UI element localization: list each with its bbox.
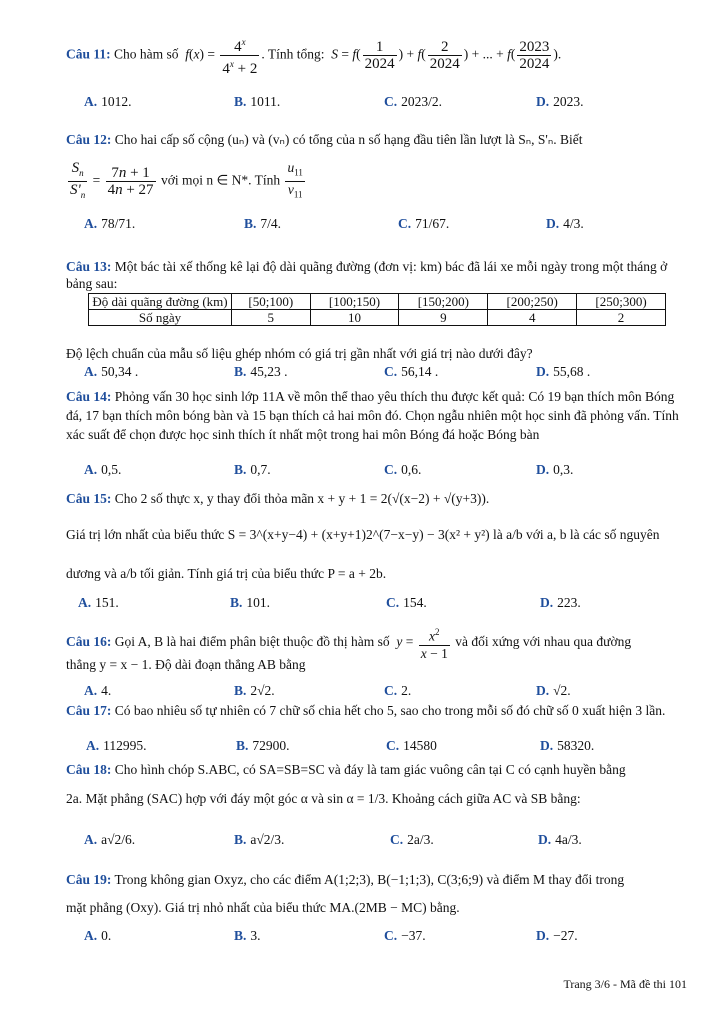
question-12: Câu 12: Cho hai cấp số cộng (uₙ) và (vₙ) có tổng của n số hạng đầu tiên lần lượt là Sₙ, S'ₙ. Biết	[66, 132, 583, 147]
table-row: Độ dài quãng đường (km) [50;100) [100;150) [150;200) [200;250) [250;300)	[89, 294, 666, 310]
page-footer: Trang 3/6 - Mã đề thi 101	[563, 977, 687, 991]
option-a: A. 112995.	[86, 738, 147, 753]
table-row: Số ngày 5 10 9 4 2	[89, 310, 666, 326]
option-c: C. 71/67.	[398, 216, 450, 231]
question-17: Câu 17: Có bao nhiêu số tự nhiên có 7 chữ số chia hết cho 5, sao cho trong mỗi số đó chữ số 0 xuất hiện 3 lần.	[66, 703, 666, 718]
option-b: B. 72900.	[236, 738, 290, 753]
option-d: D. 55,68 .	[536, 364, 591, 379]
question-13: Câu 13: Một bác tài xế thống kê lại độ dài quãng đường (đơn vị: km) bác đã lái xe mỗi ngày trong một tháng ở bảng sau:	[66, 259, 668, 291]
option-b: B. 0,7.	[234, 462, 271, 477]
option-b: B. 7/4.	[244, 216, 282, 231]
option-b: B. 1011.	[234, 94, 281, 109]
question-18: Câu 18: Cho hình chóp S.ABC, có SA=SB=SC và đáy là tam giác vuông cân tại C có cạnh huyền bằng	[66, 762, 626, 777]
option-a: A. 50,34 .	[84, 364, 139, 379]
option-a: A. 78/71.	[84, 216, 136, 231]
question-text-2: Tính tổng:	[267, 46, 325, 62]
option-c: C. 2.	[384, 683, 412, 698]
option-c: C. 2a/3.	[390, 832, 434, 847]
question-19: Câu 19: Trong không gian Oxyz, cho các điểm A(1;2;3), B(−1;1;3), C(3;6;9) và điểm M thay đổi trong	[66, 872, 625, 887]
option-c: C. 0,6.	[384, 462, 422, 477]
question-16: Câu 16: Gọi A, B là hai điểm phân biệt thuộc đồ thị hàm số y = $\frac{x^2}{x - 1}$ và đối xứng với nhau qua đường	[66, 624, 690, 662]
option-b: B. 3.	[234, 928, 261, 943]
option-d: D. 4a/3.	[538, 832, 582, 847]
frequency-table	[88, 293, 666, 326]
option-d: D. 4/3.	[546, 216, 584, 231]
option-b: B. 45,23 .	[234, 364, 288, 379]
question-19-line2: mặt phẳng (Oxy). Giá trị nhỏ nhất của biểu thức MA.(2MB − MC) bằng.	[66, 900, 460, 915]
question-12-cont: $\frac{S_n}{S'_n}$ = $\frac{7n + 1}{4n + 27}$ với mọi n ∈ N*. Tính $\frac{u_{11}}{v_{11}}$	[70, 160, 303, 200]
question-label: Câu 11:	[66, 46, 111, 62]
option-d: D. 0,3.	[536, 462, 574, 477]
question-16-line2: thẳng y = x − 1. Độ dài đoạn thẳng AB bằng	[66, 657, 306, 672]
option-d: D. √2.	[536, 683, 571, 698]
option-d: D. 2023.	[536, 94, 584, 109]
question-14: Câu 14: Phỏng vấn 30 học sinh lớp 11A về môn thể thao yêu thích thu được kết quả: Có 19 bạn thích môn Bóng đá, 17 bạn thích môn bóng bàn và 15 bạn thích cả hai môn đó. Chọn ngẫu nhiên một học sinh đã phỏng vấn. Tính xác suất để chọn được học sinh thích ít nhất một trong hai môn Bóng đá hoặc Bóng bàn	[66, 389, 679, 442]
option-a: A. 0.	[84, 928, 112, 943]
option-d: D. 223.	[540, 595, 581, 610]
option-d: D. −27.	[536, 928, 578, 943]
option-b: B. 2√2.	[234, 683, 275, 698]
option-c: C. 14580	[386, 738, 437, 753]
option-a: A. a√2/6.	[84, 832, 136, 847]
question-13-prompt: Độ lệch chuẩn của mẫu số liệu ghép nhóm có giá trị gần nhất với giá trị nào dưới đây?	[66, 346, 533, 361]
option-a: A. 0,5.	[84, 462, 122, 477]
question-text: Cho hàm số	[114, 46, 179, 62]
option-a: A. 4.	[84, 683, 112, 698]
option-d: D. 58320.	[540, 738, 595, 753]
question-15-line3: dương và a/b tối giản. Tính giá trị của biểu thức P = a + 2b.	[66, 566, 387, 581]
option-c: C. 154.	[386, 595, 427, 610]
question-15-line2: Giá trị lớn nhất của biểu thức S = 3^(x+y−4) + (x+y+1)2^(7−x−y) − 3(x² + y²) là a/b với a, b là các số nguyên	[66, 527, 660, 542]
option-b: B. a√2/3.	[234, 832, 285, 847]
option-c: C. −37.	[384, 928, 426, 943]
question-18-line2: 2a. Mặt phẳng (SAC) hợp với đáy một góc α và sin α = 1/3. Khoảng cách giữa AC và SB bằng:	[66, 791, 581, 806]
question-11: Câu 11: Cho hàm số f(x) = $\frac{4^x}{4^x + 2}$ . Tính tổng: S = f( $\frac{1}{2024}$ ) + f( $\frac{2}{2024}$ ) + ... + f( $\frac{2023}{2024}$ ).	[66, 34, 690, 77]
option-c: C. 56,14 .	[384, 364, 439, 379]
option-c: C. 2023/2.	[384, 94, 443, 109]
question-15: Câu 15: Cho 2 số thực x, y thay đổi thỏa mãn x + y + 1 = 2(√(x−2) + √(y+3)).	[66, 491, 490, 506]
option-b: B. 101.	[230, 595, 271, 610]
option-a: A. 151.	[78, 595, 119, 610]
option-a: A. 1012.	[84, 94, 132, 109]
